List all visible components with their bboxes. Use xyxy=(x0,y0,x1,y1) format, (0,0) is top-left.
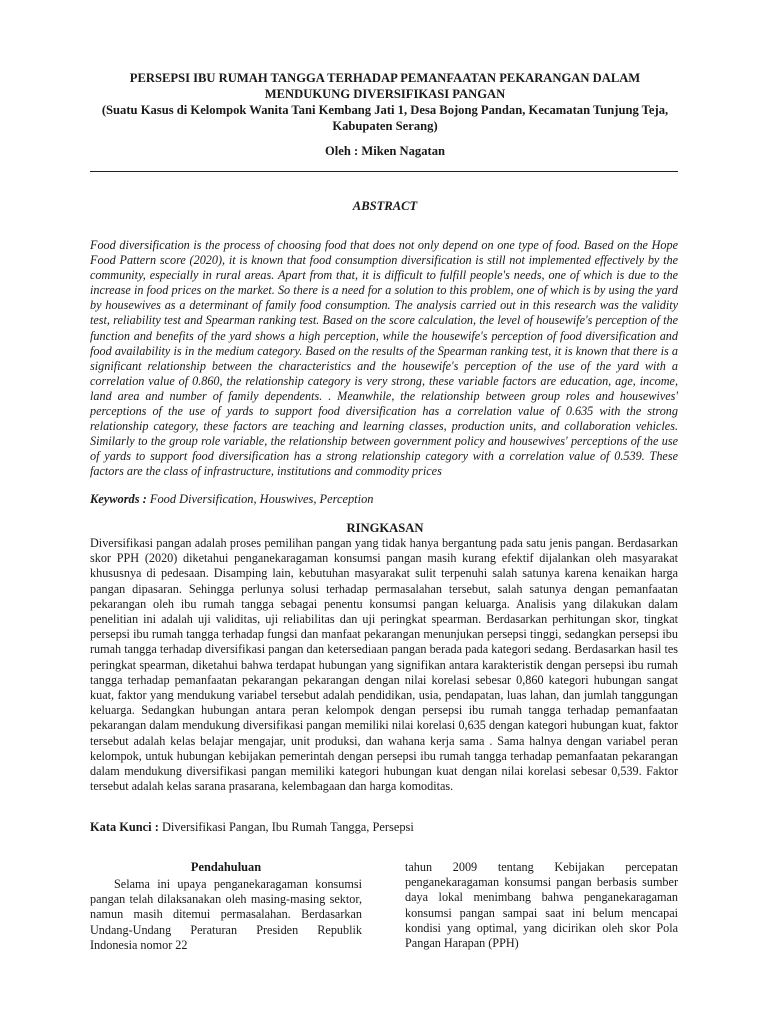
keywords-line xyxy=(90,492,678,507)
keywords-value: Food Diversification, Houswives, Perception xyxy=(146,492,374,506)
keywords-label: Keywords : xyxy=(90,492,147,506)
ringkasan-body: Diversifikasi pangan adalah proses pemilihan pangan yang tidak hanya bergantung pada satu jenis pangan. Berdasarkan skor PPH (2020) diketahui penganekaragaman konsumsi pangan masih kurang efektif dijalankan oleh masyarakat khususnya di pedesaan. Disamping lain, kebutuhan masyarakat sulit terpenuhi salah satunya karena kenaikan harga pangan dipasaran. Sehingga perlunya solusi terhadap permasalahan tersebut, salah satunya dengan pemanfaatan pekarangan oleh ibu rumah tangga sebagai penentu konsumsi pangan keluarga. Analisis yang dilakukan dalam penelitian ini adalah uji validitas, uji reliabilitas dan uji peringkat spearman. Berdasarkan perhitungan skor, tingkat persepsi ibu rumah tangga terhadap fungsi dan manfaat pekarangan menunjukan persepsi tinggi, sedangkan persepsi ibu rumah tangga terhadap diversifikasi pangan dan ketersediaan pangan berada pada kategori sedang. Berdasarkan hasil tes peringkat spearman, diketahui bahwa terdapat hubungan yang signifikan antara karakteristik dengan persepsi ibu rumah tangga terhadap pemanfaatan pekarangan pekarangan dengan nilai korelasi sebesar 0,860 kategori hubungan sangat kuat, faktor yang mendukung variabel tersebut adalah pendidikan, usia, pendapatan, luas lahan, dan jumlah tanggungan keluarga. Sedangkan hubungan antara peran kelompok dengan persepsi ibu rumah tangga terhadap pemanfaatan pekarangan dalam mendukung diversifikasi pangan memiliki nilai korelasi 0,635 dengan kategori hubungan kuat, faktor tersebut adalah kelas belajar mengajar, unit produksi, dan wahana kerja sama . Sama halnya dengan variabel peran kelompok, untuk hubungan kebijakan pemerintah dengan persepsi ibu rumah tangga terhadap pemanfaatan pekarangan dalam mendukung diversifikasi pangan memiliki kategori hubungan kuat dengan nilai korelasi sebesar 0,539. Faktor tersebut adalah kelas sarana prasarana, kelembagaan dan harga komoditas. xyxy=(90,536,678,794)
header-divider xyxy=(90,171,678,172)
pendahuluan-left-text: Selama ini upaya penganekaragaman konsumsi pangan telah dilaksanakan oleh masing-masing sektor, namun masih ditemui permasalahan. Berdasarkan Undang-Undang Peraturan Presiden Republik Indonesia nomor 22 xyxy=(90,877,362,952)
author-line: Oleh : Miken Nagatan xyxy=(325,144,445,158)
abstract-body: Food diversification is the process of choosing food that does not only depend on one type of food. Based on the Hope Food Pattern score (2020), it is known that food consumption diversification is still not implemented effectively by the community, especially in rural areas. Apart from that, it is difficult to fulfill people's needs, one of which is due to the increase in food prices on the market. So there is a need for a solution to this problem, one of which is by using the yard by housewives as a determinant of family food consumption. The analysis carried out in this research was the validity test, reliability test and Spearman ranking test. Based on the score calculation, the level of housewife's perception of the function and benefits of the yard shows a high perception, while the housewife's perception of food diversification and food availability is in the medium category. Based on the results of the Spearman ranking test, it is known that there is a significant relationship between the characteristics and the housewife's perception of the use of the yard with a correlation value of 0.860, the relationship category is very strong, these variable factors are education, age, income, land area and number of family dependents. . Meanwhile, the relationship between group roles and housewives' perceptions of the use of yards to support food diversification has a correlation value of 0.635 with the strong relationship category, these factors are teaching and learning classes, production units, and collaboration vehicles. Similarly to the group role variable, the relationship between government policy and housewives' perceptions of the use of yards to support food diversification has a strong relationship category with a correlation value of 0.539. These factors are the class of infrastructure, institutions and commodity prices xyxy=(90,238,678,479)
kata-kunci-line xyxy=(90,820,678,835)
kata-kunci-value: Diversifikasi Pangan, Ibu Rumah Tangga, Persepsi xyxy=(158,820,414,834)
paper-title-block xyxy=(90,70,680,134)
ringkasan-heading: RINGKASAN xyxy=(346,521,424,535)
paper-title-line-2: MENDUKUNG DIVERSIFIKASI PANGAN xyxy=(264,87,506,101)
paper-subtitle: (Suatu Kasus di Kelompok Wanita Tani Kembang Jati 1, Desa Bojong Pandan, Kecamatan Tunjung Teja, Kabupaten Serang) xyxy=(101,103,669,133)
abstract-heading: ABSTRACT xyxy=(352,199,418,213)
left-column xyxy=(90,860,362,953)
pendahuluan-right-text: tahun 2009 tentang Kebijakan percepatan penganekaragaman konsumsi pangan berbasis sumber daya lokal menimbang bahwa penganekaragaman konsumsi pangan sampai saat ini belum mencapai kondisi yang optimal, yang dicirikan oleh skor Pola Pangan Harapan (PPH) xyxy=(405,860,678,951)
right-column xyxy=(405,860,678,951)
kata-kunci-label: Kata Kunci : xyxy=(90,820,159,834)
pendahuluan-heading: Pendahuluan xyxy=(190,860,262,874)
paper-title-line-1: PERSEPSI IBU RUMAH TANGGA TERHADAP PEMANFAATAN PEKARANGAN DALAM xyxy=(129,71,641,85)
